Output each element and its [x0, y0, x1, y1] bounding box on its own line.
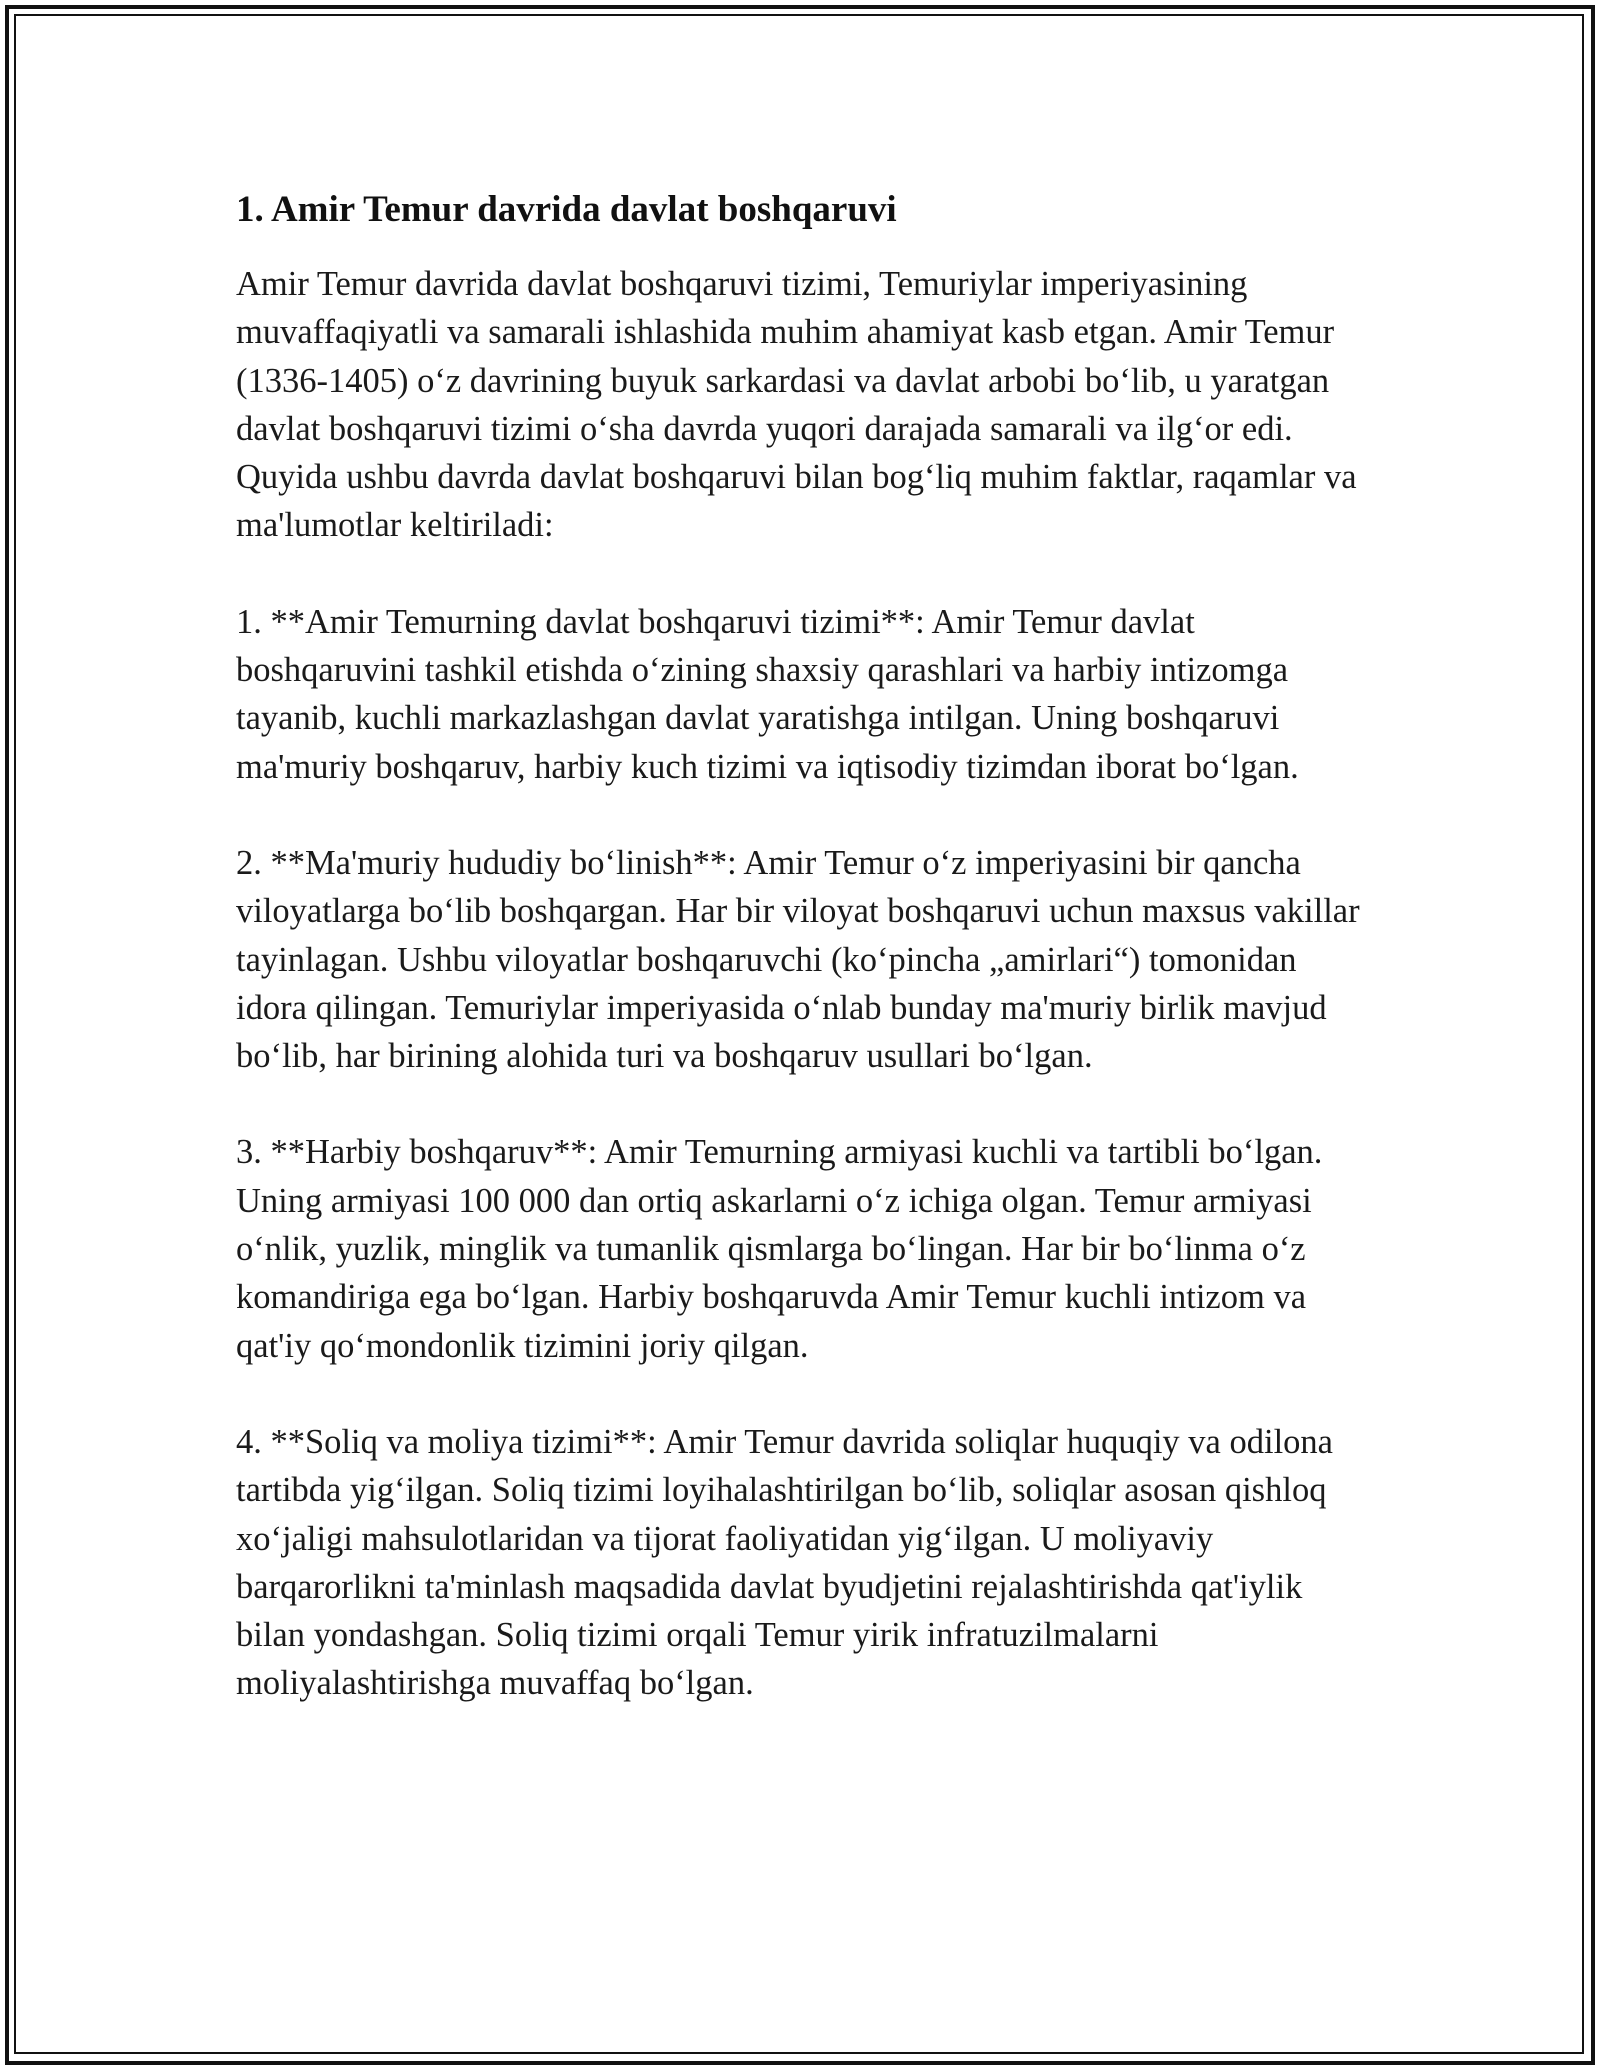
- paragraph-military-administration: 3. **Harbiy boshqaruv**: Amir Temurning armiyasi kuchli va tartibli bo‘lgan. Uning armiyasi 100 000 dan ortiq askarlarni o‘z ichiga olgan. Temur armiyasi o‘nlik, yuzlik, minglik va tumanlik qismlarga bo‘lingan. Har bir bo‘linma o‘z komandiriga ega bo‘lgan. Harbiy boshqaruvda Amir Temur kuchli intizom va qat'iy qo‘mondonlik tizimini joriy qilgan.: [236, 1133, 1323, 1365]
- paragraph-tax-and-finance: 4. **Soliq va moliya tizimi**: Amir Temur davrida soliqlar huquqiy va odilona tartibda yig‘ilgan. Soliq tizimi loyihalashtirilgan bo‘lib, soliqlar asosan qishloq xo‘jaligi mahsulotlaridan va tijorat faoliyatidan yig‘ilgan. U moliyaviy barqarorlikni ta'minlash maqsadida davlat byudjetini rejalashtirishda qat'iylik bilan yondashgan. Soliq tizimi orqali Temur yirik infratuzilmalarni moliyalashtirishga muvaffaq bo‘lgan.: [236, 1422, 1333, 1703]
- intro-paragraph: Amir Temur davrida davlat boshqaruvi tizimi, Temuriylar imperiyasining muvaffaqiyatli va samarali ishlashida muhim ahamiyat kasb etgan. Amir Temur (1336-1405) o‘z davrining buyuk sarkardasi va davlat arbobi bo‘lib, u yaratgan davlat boshqaruvi tizimi o‘sha davrda yuqori darajada samarali va ilg‘or edi. Quyida ushbu davrda davlat boshqaruvi bilan bog‘liq muhim faktlar, raqamlar va ma'lumotlar keltiriladi:: [236, 265, 1357, 545]
- paragraph-administrative-division: 2. **Ma'muriy hududiy bo‘linish**: Amir Temur o‘z imperiyasini bir qancha viloyatlarga bo‘lib boshqargan. Har bir viloyat boshqaruvi uchun maxsus vakillar tayinlagan. Ushbu viloyatlar boshqaruvchi (ko‘pincha „amirlari“) tomonidan idora qilingan. Temuriylar imperiyasida o‘nlab bunday ma'muriy birlik mavjud bo‘lib, har birining alohida turi va boshqaruv usullari bo‘lgan.: [236, 843, 1360, 1076]
- document-body: [236, 186, 1366, 1756]
- document-title: 1. Amir Temur davrida davlat boshqaruvi: [236, 189, 897, 230]
- paragraph-state-administration: 1. **Amir Temurning davlat boshqaruvi tizimi**: Amir Temur davlat boshqaruvini tashkil etishda o‘zining shaxsiy qarashlari va harbiy intizomga tayanib, kuchli markazlashgan davlat yaratishga intilgan. Uning boshqaruvi ma'muriy boshqaruv, harbiy kuch tizimi va iqtisodiy tizimdan iborat bo‘lgan.: [236, 602, 1299, 786]
